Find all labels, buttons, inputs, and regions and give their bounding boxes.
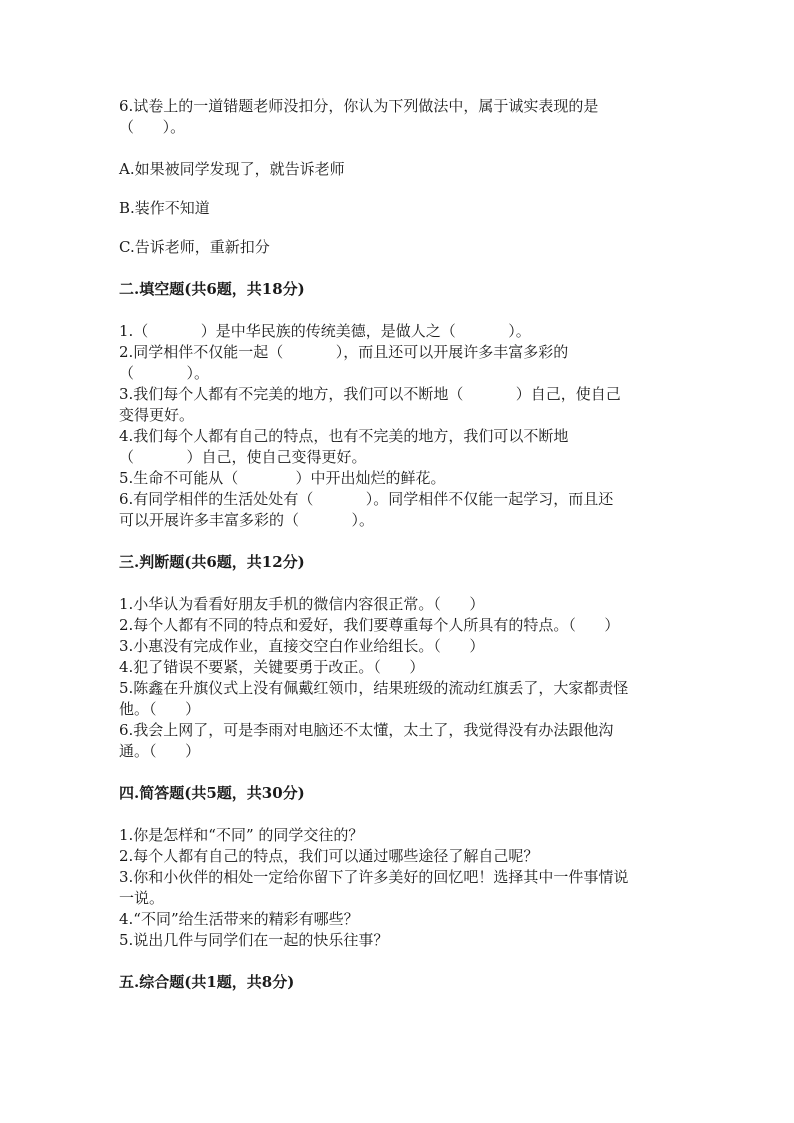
fill-line: 5.生命不可能从（ ）中开出灿烂的鲜花。 <box>119 469 446 487</box>
judge-line: 通。（ ） <box>119 742 201 760</box>
fill-line: 3.我们每个人都有不完美的地方，我们可以不断地（ ）自己，使自己 <box>119 385 621 403</box>
fill-line: （ ）自己，使自己变得更好。 <box>119 448 367 466</box>
judge-line: 他。（ ） <box>119 700 201 718</box>
fill-line: （ ）。 <box>119 364 209 382</box>
short-answer-line: 1.你是怎样和“不同” 的同学交往的？ <box>119 826 364 844</box>
judge-line: 6.我会上网了，可是李雨对电脑还不太懂，太土了，我觉得没有办法跟他沟 <box>119 721 614 739</box>
fill-line: 2.同学相伴不仅能一起（ ），而且还可以开展许多丰富多彩的 <box>119 343 569 361</box>
comprehensive-section-heading: 五.综合题(共1题，共8分) <box>119 973 295 991</box>
question-6-option-c: C.告诉老师，重新扣分 <box>119 238 270 256</box>
question-6-stem-line-1: 6.试卷上的一道错题老师没扣分，你认为下列做法中，属于诚实表现的是 <box>119 97 599 115</box>
short-answer-line: 3.你和小伙伴的相处一定给你留下了许多美好的回忆吧！选择其中一件事情说 <box>119 868 629 886</box>
short-answer-line: 一说。 <box>119 889 165 907</box>
fill-line: 可以开展许多丰富多彩的（ ）。 <box>119 511 374 529</box>
short-answer-line: 5.说出几件与同学们在一起的快乐往事？ <box>119 931 389 949</box>
fill-line: 4.我们每个人都有自己的特点，也有不完美的地方，我们可以不断地 <box>119 427 569 445</box>
short-answer-line: 4.“不同”给生活带来的精彩有哪些？ <box>119 910 359 928</box>
fill-line: 1.（ ）是中华民族的传统美德，是做人之（ ）。 <box>119 322 531 340</box>
fill-line: 6.有同学相伴的生活处处有（ ）。同学相伴不仅能一起学习，而且还 <box>119 490 614 508</box>
question-6 <box>119 96 679 258</box>
fill-section <box>119 321 679 531</box>
judge-section-heading: 三.判断题(共6题，共12分) <box>119 553 305 571</box>
short-answer-section <box>119 825 679 951</box>
judge-line: 3.小惠没有完成作业，直接交空白作业给组长。（ ） <box>119 637 485 655</box>
judge-line: 1.小华认为看看好朋友手机的微信内容很正常。（ ） <box>119 595 485 613</box>
question-6-option-b: B.装作不知道 <box>119 199 210 217</box>
fill-line: 变得更好。 <box>119 406 195 424</box>
short-answer-line: 2.每个人都有自己的特点，我们可以通过哪些途径了解自己呢？ <box>119 847 539 865</box>
exam-page <box>119 96 679 1014</box>
fill-section-heading: 二.填空题(共6题，共18分) <box>119 280 305 298</box>
judge-line: 4.犯了错误不要紧，关键要勇于改正。（ ） <box>119 658 425 676</box>
question-6-stem-line-2: （ ）。 <box>119 118 186 136</box>
judge-line: 5.陈鑫在升旗仪式上没有佩戴红领巾，结果班级的流动红旗丢了，大家都责怪 <box>119 679 629 697</box>
question-6-option-a: A.如果被同学发现了，就告诉老师 <box>119 160 345 178</box>
judge-line: 2.每个人都有不同的特点和爱好，我们要尊重每个人所具有的特点。（ ） <box>119 616 620 634</box>
judge-section <box>119 594 679 762</box>
short-answer-section-heading: 四.简答题(共5题，共30分) <box>119 784 305 802</box>
